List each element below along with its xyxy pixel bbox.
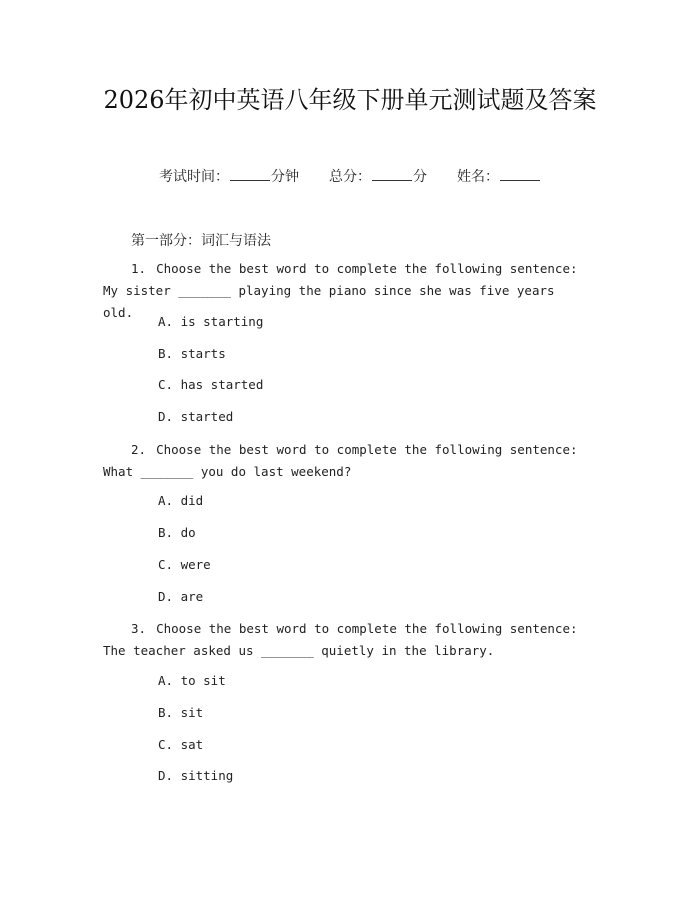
option-3d[interactable]: D. sitting [158, 768, 234, 783]
score-label: 总分： [329, 169, 371, 185]
exam-score [329, 166, 427, 186]
option-2c[interactable]: C. were [158, 557, 211, 572]
question-text: Choose the best word to complete the following sentence: What _______ you do last weekend? [103, 442, 578, 479]
exam-time [159, 166, 299, 186]
question-text: Choose the best word to complete the following sentence: The teacher asked us _______ quietly in the library. [103, 621, 578, 658]
question-3 [103, 618, 578, 662]
option-1d[interactable]: D. started [158, 409, 234, 424]
section-title: 第一部分：词汇与语法 [131, 233, 271, 249]
exam-info-line [0, 166, 700, 186]
question-text: Choose the best word to complete the following sentence: My sister _______ playing the piano since she was five years old. [103, 261, 578, 320]
score-blank[interactable] [372, 168, 412, 181]
name-blank[interactable] [500, 168, 540, 181]
option-3b[interactable]: B. sit [158, 705, 204, 720]
question-number: 3. [131, 621, 147, 636]
question-number: 1. [131, 261, 147, 276]
option-2d[interactable]: D. are [158, 589, 204, 604]
exam-name [457, 166, 541, 186]
option-3c[interactable]: C. sat [158, 737, 204, 752]
question-number: 2. [131, 442, 147, 457]
question-2 [103, 439, 578, 483]
time-label: 考试时间： [159, 169, 229, 185]
option-1a[interactable]: A. is starting [158, 314, 264, 329]
page-title: 2026年初中英语八年级下册单元测试题及答案 [103, 86, 597, 114]
time-blank[interactable] [230, 168, 270, 181]
option-2b[interactable]: B. do [158, 525, 196, 540]
option-3a[interactable]: A. to sit [158, 673, 226, 688]
option-1c[interactable]: C. has started [158, 377, 264, 392]
option-2a[interactable]: A. did [158, 493, 204, 508]
time-unit: 分钟 [271, 169, 299, 185]
option-1b[interactable]: B. starts [158, 346, 226, 361]
name-label: 姓名： [457, 169, 499, 185]
score-unit: 分 [413, 169, 427, 185]
